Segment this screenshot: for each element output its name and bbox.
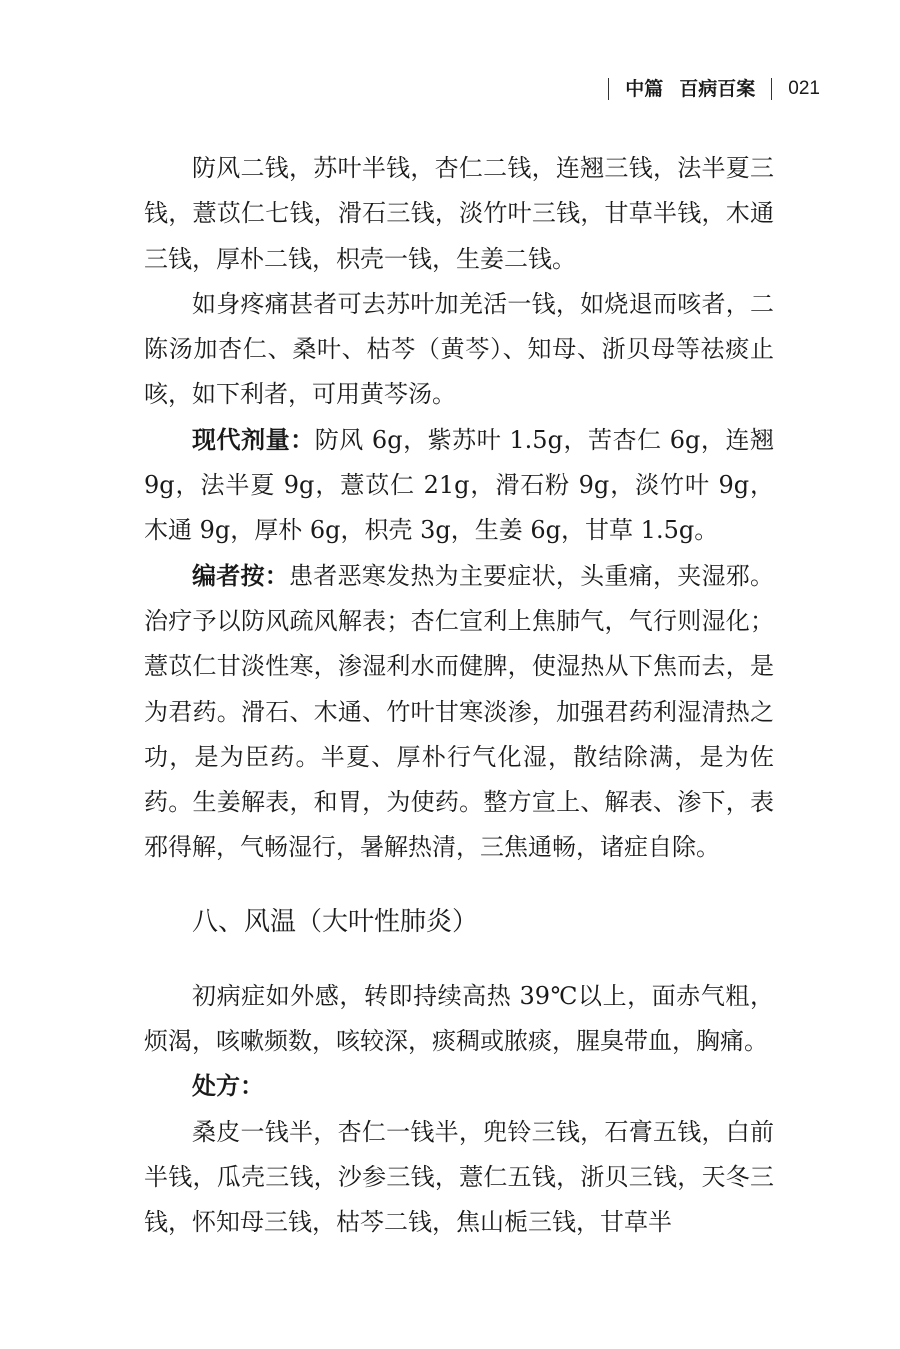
modern-dosage-text: 防风 6g，紫苏叶 1.5g，苦杏仁 6g，连翘 9g，法半夏 9g，薏苡仁 21g，滑石粉 9g，淡竹叶 9g，木通 9g，厚朴 6g，枳壳 3g，生姜 6g，甘草 1.5g。	[144, 425, 775, 545]
editor-note-label: 编者按：	[192, 561, 290, 590]
paragraph-modern-dosage	[144, 418, 774, 554]
paragraph-prescription: 桑皮一钱半，杏仁一钱半，兜铃三钱，石膏五钱，白前半钱，瓜壳三钱，沙参三钱，薏仁五钱，浙贝三钱，天冬三钱，怀知母三钱，枯芩二钱，焦山栀三钱，甘草半	[144, 1117, 774, 1237]
header-divider	[608, 78, 609, 100]
modern-dosage-label: 现代剂量：	[192, 425, 315, 454]
page-body	[144, 146, 774, 1246]
paragraph-editor-note	[144, 554, 774, 871]
paragraph-symptoms: 初病症如外感，转即持续高热 39℃以上，面赤气粗，烦渴，咳嗽频数，咳较深，痰稠或脓痰，腥臭带血，胸痛。	[144, 981, 774, 1056]
paragraph-modifications: 如身疼痛甚者可去苏叶加羌活一钱，如烧退而咳者，二陈汤加杏仁、桑叶、枯芩（黄芩）、知母、浙贝母等祛痰止咳，如下利者，可用黄芩汤。	[144, 289, 774, 409]
paragraph-prescription-dosage: 防风二钱，苏叶半钱，杏仁二钱，连翘三钱，法半夏三钱，薏苡仁七钱，滑石三钱，淡竹叶三钱，甘草半钱，木通三钱，厚朴二钱，枳壳一钱，生姜二钱。	[144, 154, 774, 273]
paragraph-prescription-label	[144, 1064, 774, 1109]
header-title: 百病百案	[679, 78, 756, 100]
running-header	[592, 74, 820, 104]
editor-note-text: 患者恶寒发热为主要症状，头重痛，夹湿邪。治疗予以防风疏风解表；杏仁宣利上焦肺气，气行则湿化；薏苡仁甘淡性寒，渗湿利水而健脾，使湿热从下焦而去，是为君药。滑石、木通、竹叶甘寒淡渗，加强君药利湿清热之功，是为臣药。半夏、厚朴行气化湿，散结除满，是为佐药。生姜解表，和胃，为使药。整方宣上、解表、渗下，表邪得解，气畅湿行，暑解热清，三焦通畅，诸症自除。	[144, 561, 775, 862]
prescription-label: 处方：	[192, 1072, 264, 1101]
section-heading: 八、风温（大叶性肺炎）	[192, 906, 479, 937]
header-divider	[771, 78, 772, 100]
header-section: 中篇	[625, 78, 664, 100]
page-number: 021	[788, 78, 820, 99]
